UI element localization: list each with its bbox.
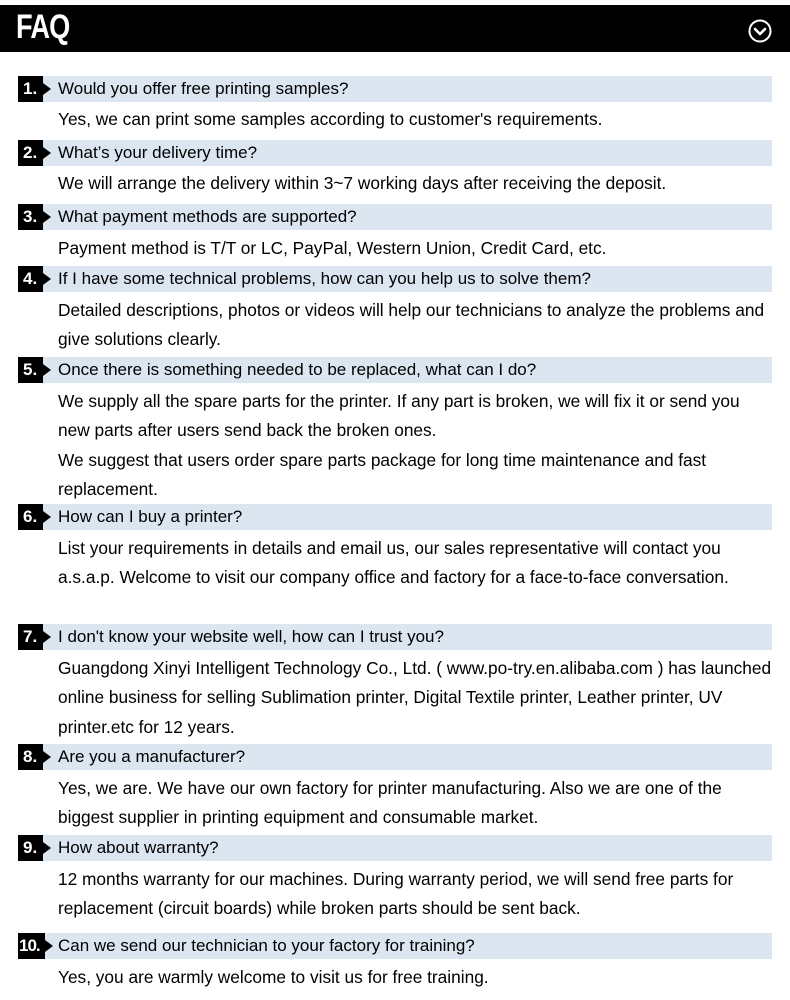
faq-question-10[interactable] xyxy=(18,933,772,959)
question-number-badge: 1. xyxy=(18,76,43,102)
faq-answer-5 xyxy=(58,387,772,504)
faq-question-2[interactable] xyxy=(18,140,772,166)
question-text: What’s your delivery time? xyxy=(58,143,258,162)
arrow-right-icon xyxy=(43,364,51,376)
answer-paragraph: Detailed descriptions, photos or videos will help our technicians to analyze the problems and give solutions clearly. xyxy=(58,300,765,350)
question-number-badge: 10. xyxy=(18,933,45,959)
arrow-right-icon xyxy=(43,751,51,763)
question-number-badge: 6. xyxy=(18,504,43,530)
faq-question-5[interactable] xyxy=(18,357,772,383)
faq-answer-4 xyxy=(58,296,772,355)
faq-answer-6 xyxy=(58,534,772,593)
arrow-right-icon xyxy=(43,273,51,285)
faq-answer-7 xyxy=(58,654,772,742)
question-number-badge: 2. xyxy=(18,140,43,166)
answer-paragraph: Guangdong Xinyi Intelligent Technology Co., Ltd. ( www.po-try.en.alibaba.com ) has launched online business for selling Sublimation printer, Digital Textile printer, Leather printer, UV printer.etc for 12 years. xyxy=(58,658,772,737)
faq-question-9[interactable] xyxy=(18,835,772,861)
question-text: If I have some technical problems, how can you help us to solve them? xyxy=(58,269,591,288)
faq-answer-3 xyxy=(58,234,772,263)
question-number-badge: 9. xyxy=(18,835,43,861)
question-number-badge: 8. xyxy=(18,744,43,770)
faq-question-3[interactable] xyxy=(18,204,772,230)
faq-question-6[interactable] xyxy=(18,504,772,530)
arrow-right-icon xyxy=(43,211,51,223)
faq-answer-9 xyxy=(58,865,772,924)
question-number-badge: 5. xyxy=(18,357,43,383)
question-number-badge: 4. xyxy=(18,266,43,292)
arrow-right-icon xyxy=(43,511,51,523)
answer-paragraph: 12 months warranty for our machines. During warranty period, we will send free parts for replacement (circuit boards) while broken parts should be sent back. xyxy=(58,869,734,919)
faq-answer-1 xyxy=(58,105,772,134)
faq-question-1[interactable] xyxy=(18,76,772,102)
question-text: How can I buy a printer? xyxy=(58,507,243,526)
arrow-right-icon xyxy=(43,147,51,159)
faq-question-7[interactable] xyxy=(18,624,772,650)
faq-answer-8 xyxy=(58,774,772,833)
faq-answer-10 xyxy=(58,963,772,992)
arrow-right-icon xyxy=(43,842,51,854)
faq-question-8[interactable] xyxy=(18,744,772,770)
question-number-badge: 3. xyxy=(18,204,43,230)
answer-paragraph: Yes, we can print some samples according to customer's requirements. xyxy=(58,109,603,129)
arrow-right-icon xyxy=(45,940,53,952)
question-text: I don't know your website well, how can I trust you? xyxy=(58,627,444,646)
question-text: How about warranty? xyxy=(58,838,219,857)
question-text: Would you offer free printing samples? xyxy=(58,79,349,98)
answer-paragraph: Yes, you are warmly welcome to visit us for free training. xyxy=(58,967,489,987)
faq-question-4[interactable] xyxy=(18,266,772,292)
question-text: What payment methods are supported? xyxy=(58,207,357,226)
answer-paragraph: We suggest that users order spare parts package for long time maintenance and fast replacement. xyxy=(58,449,707,499)
question-number-badge: 7. xyxy=(18,624,43,650)
faq-answer-2 xyxy=(58,169,772,198)
answer-paragraph: Payment method is T/T or LC, PayPal, Western Union, Credit Card, etc. xyxy=(58,238,607,258)
question-text: Are you a manufacturer? xyxy=(58,747,246,766)
arrow-right-icon xyxy=(43,83,51,95)
answer-paragraph: We supply all the spare parts for the printer. If any part is broken, we will fix it or send you new parts after users send back the broken ones. xyxy=(58,391,740,441)
question-text: Can we send our technician to your factory for training? xyxy=(58,936,475,955)
page-title: FAQ xyxy=(16,8,70,46)
question-text: Once there is something needed to be replaced, what can I do? xyxy=(58,360,537,379)
arrow-right-icon xyxy=(43,631,51,643)
answer-paragraph: We will arrange the delivery within 3~7 working days after receiving the deposit. xyxy=(58,173,667,193)
answer-paragraph: Yes, we are. We have our own factory for printer manufacturing. Also we are one of the biggest supplier in printing equipment and consumable market. xyxy=(58,778,722,828)
answer-paragraph: List your requirements in details and email us, our sales representative will contact you a.s.a.p. Welcome to visit our company office and factory for a face-to-face conversation. xyxy=(58,538,729,588)
